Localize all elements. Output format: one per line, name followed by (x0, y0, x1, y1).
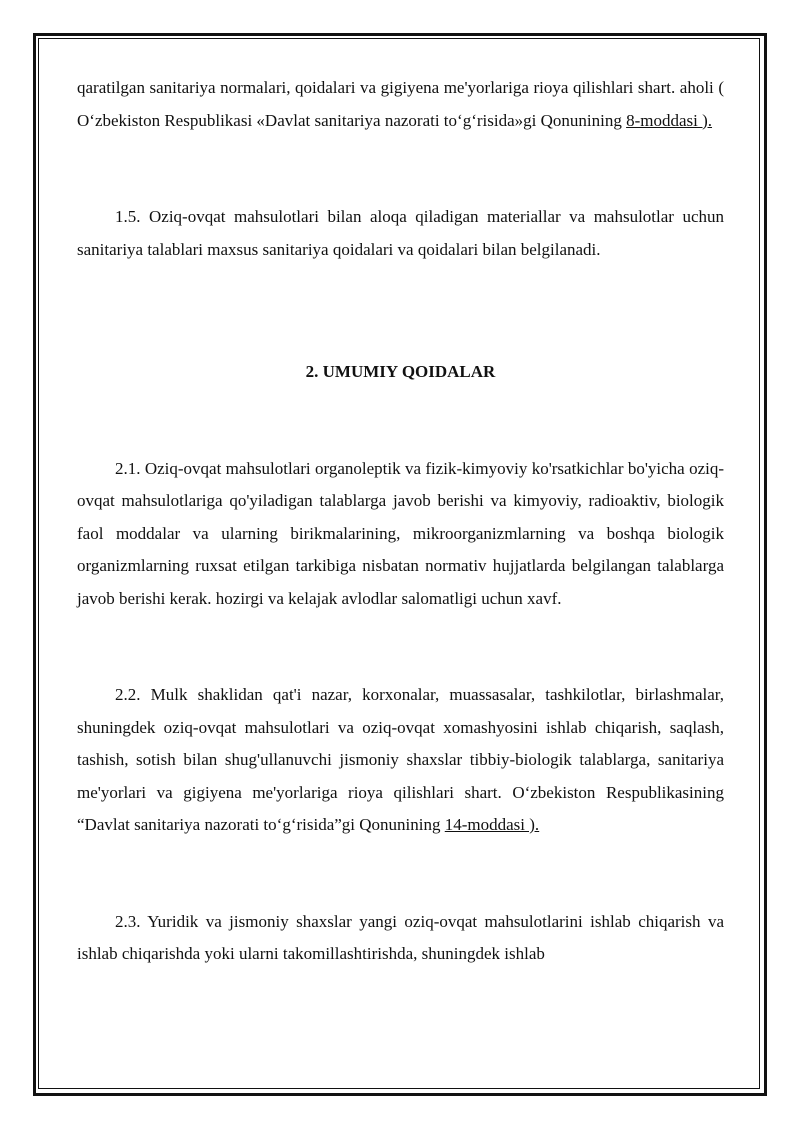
section-heading: 2. UMUMIY QOIDALAR (305, 362, 496, 381)
paragraph-2-2 (77, 679, 724, 842)
paragraph-2-2-text: 2.2. Mulk shaklidan qat'i nazar, korxonalar, muassasalar, tashkilotlar, birlashmalar, shuningdek oziq-ovqat mahsulotlari va oziq-ovqat xomashyosini ishlab chiqarish, saqlash, tashish, sotish bilan shug'ullanuvchi jismoniy shaxslar tibbiy-biologik talablarga, sanitariya me'yorlari va gigiyena me'yorlariga rioya qilishlari shart. O‘zbekiston Respublikasining “Davlat sanitariya nazorati to‘g‘risida”gi Qonunining (77, 685, 724, 834)
law-article-14-link[interactable]: 14-moddasi ). (444, 815, 540, 834)
paragraph-intro (77, 72, 724, 137)
paragraph-2-3: 2.3. Yuridik va jismoniy shaxslar yangi oziq-ovqat mahsulotlarini ishlab chiqarish va ishlab chiqarishda yoki ularni takomillashtirishda, shuningdek ishlab (77, 911, 724, 963)
paragraph-1-5: 1.5. Oziq-ovqat mahsulotlari bilan aloqa qiladigan materiallar va mahsulotlar uchun sanitariya talablari maxsus sanitariya qoidalari va qoidalari bilan belgilanadi. (77, 207, 724, 259)
document-body (77, 72, 724, 971)
law-article-8-link[interactable]: 8-moddasi ). (626, 110, 713, 130)
paragraph-intro-text: qaratilgan sanitariya normalari, qoidalari va gigiyena me'yorlariga rioya qilishlari shart. aholi ( O‘zbekiston Respublikasi «Davlat sanitariya nazorati to‘g‘risida»gi Qonunining (77, 78, 724, 130)
paragraph-2-1: 2.1. Oziq-ovqat mahsulotlari organoleptik va fizik-kimyoviy ko'rsatkichlar bo'yicha oziq-ovqat mahsulotlariga qo'yiladigan talablarga javob berishi va kimyoviy, radioaktiv, biologik faol moddalar va ularning birikmalarining, mikroorganizmlarning va boshqa biologik organizmlarning ruxsat etilgan tarkibiga nisbatan normativ hujjatlarda belgilangan talablarga javob berishi kerak. hozirgi va kelajak avlodlar salomatligi uchun xavf. (77, 458, 724, 608)
